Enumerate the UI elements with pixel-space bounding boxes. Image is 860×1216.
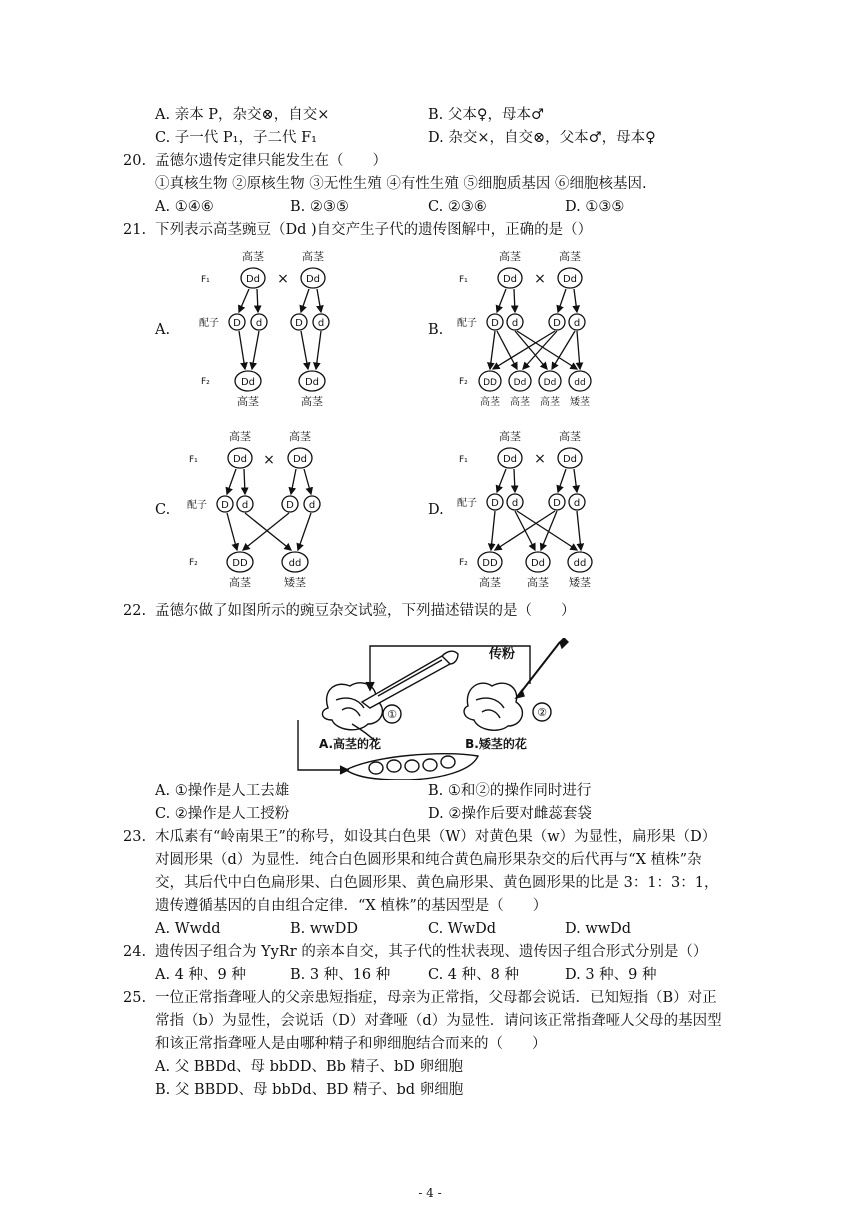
f2-label: F₂ — [459, 558, 468, 568]
gamete-allele: d — [511, 498, 519, 509]
gamete-allele: d — [308, 500, 316, 511]
flower-a-caption: A.高茎的花 — [318, 737, 382, 751]
phenotype-label: 高茎 — [527, 576, 549, 589]
q19-option-a: A. 亲本 P，杂交⊗，自交× — [155, 107, 330, 123]
cross-symbol: × — [263, 452, 275, 468]
q21-number: 21. — [123, 222, 147, 238]
f2-label: F₂ — [189, 558, 198, 568]
genotype-label: Dd — [562, 454, 578, 465]
f2-label: F₂ — [201, 377, 210, 387]
q23-option-b: B. wwDD — [290, 921, 358, 937]
tall-label: 高茎 — [559, 430, 581, 443]
q25-option-a: A. 父 BBDd、母 bbDD、Bb 精子、bD 卵细胞 — [155, 1059, 464, 1075]
gamete-allele: d — [255, 318, 263, 329]
phenotype-label: 矮茎 — [569, 576, 591, 589]
phenotype-label: 矮茎 — [570, 397, 590, 408]
phenotype-label: 高茎 — [540, 397, 560, 408]
q23-option-c: C. WwDd — [428, 921, 497, 937]
cross-symbol: × — [534, 451, 546, 467]
q24-option-d: D. 3 种、9 种 — [565, 967, 657, 983]
genotype-label: Dd — [304, 377, 320, 388]
genotype-label: Dd — [232, 454, 248, 465]
phenotype-label: 高茎 — [229, 576, 251, 589]
gamete-allele: D — [295, 318, 303, 329]
gamete-allele: d — [511, 318, 519, 329]
q22-option-a: A. ①操作是人工去雄 — [155, 783, 290, 799]
gamete-label: 配子 — [457, 498, 477, 509]
tall-label: 高茎 — [559, 250, 581, 263]
gamete-allele: D — [286, 500, 294, 511]
genotype-label: Dd — [245, 274, 261, 285]
tall-label: 高茎 — [302, 250, 324, 263]
tall-label: 高茎 — [229, 430, 251, 443]
genotype-label: Dd — [240, 377, 256, 388]
tall-label: 高茎 — [289, 430, 311, 443]
genotype-label: dd — [288, 558, 302, 569]
gamete-label: 配子 — [187, 500, 207, 511]
pollination-label: 传粉 — [488, 647, 516, 662]
gamete-label: 配子 — [457, 318, 477, 329]
q21-diagram-d — [455, 428, 615, 590]
q20-option-d: D. ①③⑤ — [565, 199, 625, 215]
page-number: - 4 - — [418, 1186, 442, 1200]
q19-option-c: C. 子一代 P₁，子二代 F₁ — [155, 130, 317, 146]
gamete-allele: d — [573, 318, 581, 329]
q20-number: 20. — [123, 153, 147, 169]
q23-option-a: A. Wwdd — [155, 921, 221, 937]
q23-line-1: 木瓜素有“岭南果王”的称号，如设其白色果（W）对黄色果（w）为显性，扁形果（D） — [155, 829, 717, 845]
gamete-allele: D — [553, 318, 561, 329]
f1-label: F₁ — [459, 275, 468, 285]
q25-line-3: 和该正常指聋哑人是由哪种精子和卵细胞结合而来的（ ） — [155, 1036, 547, 1052]
gamete-allele: d — [241, 500, 249, 511]
q20-stem: 孟德尔遗传定律只能发生在（ ） — [155, 153, 387, 169]
genotype-label: DD — [232, 558, 248, 569]
q24-stem: 遗传因子组合为 YyRr 的亲本自交，其子代的性状表现、遗传因子组合形式分别是（） — [155, 944, 708, 960]
q19-option-d: D. 杂交×，自交⊗，父本♂，母本♀ — [428, 130, 656, 146]
phenotype-label: 高茎 — [479, 576, 501, 589]
gamete-allele: D — [221, 500, 229, 511]
q24-option-a: A. 4 种、9 种 — [155, 967, 246, 983]
q23-line-3: 交，其后代中白色扁形果、白色圆形果、黄色扁形果、黄色圆形果的比是 3：1：3：1， — [155, 875, 719, 891]
genotype-label: DD — [482, 558, 498, 569]
q24-option-c: C. 4 种、8 种 — [428, 967, 519, 983]
tall-label: 高茎 — [499, 430, 521, 443]
q23-number: 23. — [123, 829, 147, 845]
gamete-allele: D — [491, 498, 499, 509]
q20-option-c: C. ②③⑥ — [428, 199, 487, 215]
phenotype-label: 矮茎 — [284, 576, 306, 589]
q22-option-c: C. ②操作是人工授粉 — [155, 806, 290, 822]
q22-option-d: D. ②操作后要对雌蕊套袋 — [428, 806, 592, 822]
genotype-label: Dd — [292, 454, 308, 465]
q20-items: ①真核生物 ②原核生物 ③无性生殖 ④有性生殖 ⑤细胞质基因 ⑥细胞核基因. — [155, 176, 647, 192]
q21-stem: 下列表示高茎豌豆（Dd )自交产生子代的遗传图解中，正确的是（） — [155, 222, 593, 238]
q25-line-2: 常指（b）为显性，会说话（D）对聋哑（d）为显性．请问该正常指聋哑人父母的基因型 — [155, 1013, 722, 1029]
q21-diagram-b — [455, 248, 615, 408]
q22-pollination-figure — [292, 638, 582, 780]
tall-label: 高茎 — [242, 250, 264, 263]
q21-label-b: B. — [428, 322, 444, 338]
genotype-label: dd — [573, 558, 587, 569]
phenotype-label: 高茎 — [237, 395, 259, 408]
genotype-label: Dd — [530, 558, 546, 569]
gamete-allele: D — [233, 318, 241, 329]
genotype-label: Dd — [562, 274, 578, 285]
q21-diagram-c — [185, 428, 345, 590]
f2-label: F₂ — [459, 377, 468, 387]
q23-line-2: 对圆形果（d）为显性．纯合白色圆形果和纯合黄色扁形果杂交的后代再与“X 植株”杂 — [155, 852, 702, 868]
gamete-allele: D — [491, 318, 499, 329]
f1-label: F₁ — [189, 455, 198, 465]
genotype-label: Dd — [513, 378, 527, 388]
cross-symbol: × — [534, 271, 546, 287]
q24-number: 24. — [123, 944, 147, 960]
phenotype-label: 高茎 — [480, 397, 500, 408]
cross-symbol: × — [277, 271, 289, 287]
q25-number: 25. — [123, 990, 147, 1006]
q20-option-a: A. ①④⑥ — [155, 199, 214, 215]
q22-option-b: B. ①和②的操作同时进行 — [428, 783, 592, 799]
phenotype-label: 高茎 — [510, 397, 530, 408]
genotype-label: Dd — [502, 274, 518, 285]
q24-option-b: B. 3 种、16 种 — [290, 967, 391, 983]
step-2-label: ② — [537, 706, 547, 719]
f1-label: F₁ — [201, 275, 210, 285]
q21-label-a: A. — [155, 322, 171, 338]
phenotype-label: 高茎 — [301, 395, 323, 408]
q23-line-4: 遗传遵循基因的自由组合定律．“X 植株”的基因型是（ ） — [155, 898, 548, 914]
q23-option-d: D. wwDd — [565, 921, 632, 937]
q21-label-d: D. — [428, 502, 444, 518]
q21-label-c: C. — [155, 502, 171, 518]
genotype-label: dd — [574, 378, 586, 388]
q25-option-b: B. 父 BBDD、母 bbDd、BD 精子、bd 卵细胞 — [155, 1082, 464, 1098]
genotype-label: Dd — [543, 378, 557, 388]
tall-label: 高茎 — [499, 250, 521, 263]
q22-stem: 孟德尔做了如图所示的豌豆杂交试验，下列描述错误的是（ ） — [155, 603, 576, 619]
q19-option-b: B. 父本♀，母本♂ — [428, 107, 544, 123]
gamete-allele: d — [317, 318, 325, 329]
q25-line-1: 一位正常指聋哑人的父亲患短指症，母亲为正常指，父母都会说话．已知短指（B）对正 — [155, 990, 717, 1006]
q20-option-b: B. ②③⑤ — [290, 199, 349, 215]
q22-number: 22. — [123, 603, 147, 619]
genotype-label: DD — [483, 378, 497, 388]
gamete-allele: D — [553, 498, 561, 509]
q21-diagram-a — [195, 248, 345, 408]
step-1-label: ① — [387, 708, 397, 721]
genotype-label: Dd — [305, 274, 321, 285]
gamete-allele: d — [573, 498, 581, 509]
flower-b-caption: B.矮茎的花 — [465, 737, 527, 751]
f1-label: F₁ — [459, 455, 468, 465]
gamete-label: 配子 — [199, 318, 219, 329]
genotype-label: Dd — [502, 454, 518, 465]
